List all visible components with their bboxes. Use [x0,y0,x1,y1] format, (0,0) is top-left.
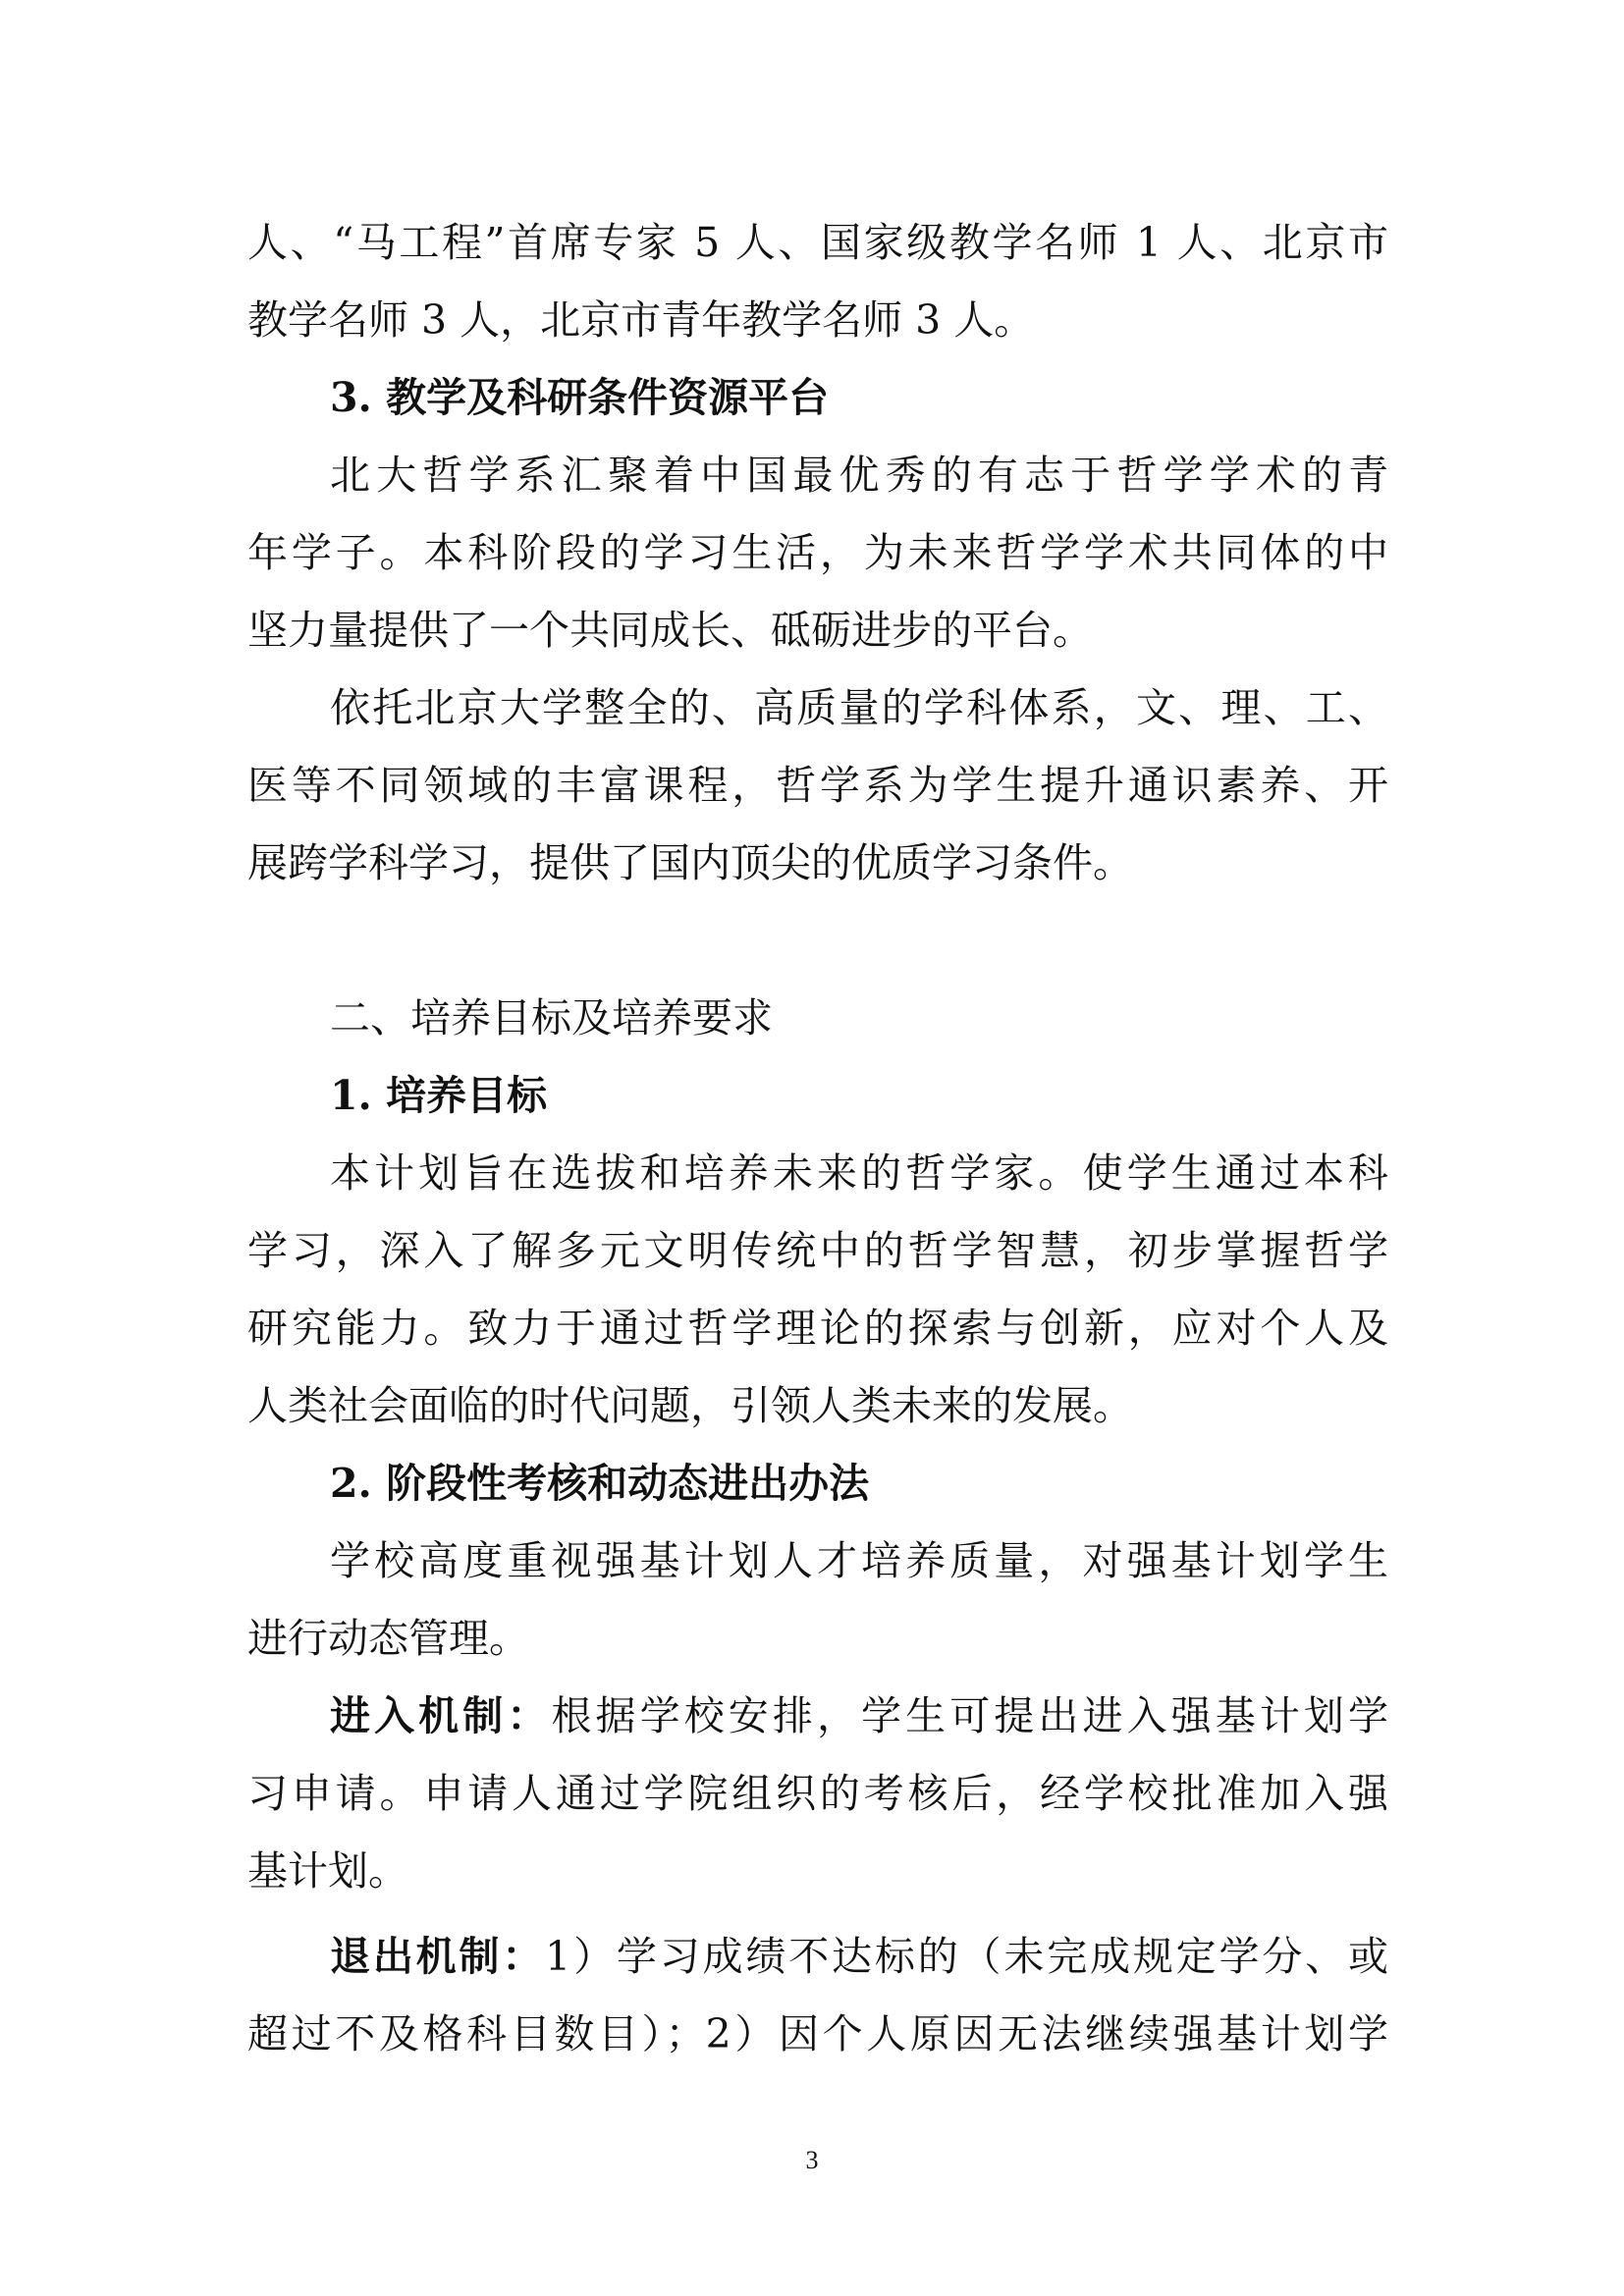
page-body [247,204,1388,2073]
page-number: 3 [805,2146,819,2174]
text-line: 坚力量提供了一个共同成长、砥砺进步的平台。 [247,607,1093,654]
text-line: 研究能力。致力于通过哲学理论的探索与创新，应对个人及 [247,1305,1388,1352]
text-line [247,1918,1388,1996]
paragraph-gap [247,1910,1388,1918]
exit-mechanism-label: 退出机制： [330,1933,546,1980]
text-line: 年学子。本科阶段的学习生活，为未来哲学学术共同体的中 [247,529,1388,576]
entry-mechanism-text: 根据学校安排，学生可提出进入强基计划学 [551,1692,1388,1739]
text-line: 本计划旨在选拔和培养未来的哲学家。使学生通过本科 [330,1149,1388,1197]
paragraph-discipline-system [247,669,1388,902]
paragraph-exit-mechanism [247,1918,1388,2073]
text-line: 人、“马工程”首席专家 5 人、国家级教学名师 1 人、北京市 [247,219,1388,266]
text-line: 基计划。 [247,1847,408,1895]
text-line: 展跨学科学习，提供了国内顶尖的优质学习条件。 [247,839,1133,886]
section-gap [247,902,1388,980]
paragraph-entry-mechanism [247,1678,1388,1910]
text-line: 医等不同领域的丰富课程，哲学系为学生提升通识素养、开 [247,762,1388,809]
text-line: 教学名师 3 人，北京市青年教学名师 3 人。 [247,296,1035,344]
text-line: 人类社会面临的时代问题，引领人类未来的发展。 [247,1382,1133,1429]
text-line: 北大哲学系汇聚着中国最优秀的有志于哲学学术的青 [330,452,1388,499]
text-line: 学习，深入了解多元文明传统中的哲学智慧，初步掌握哲学 [247,1227,1388,1274]
exit-mechanism-text: 1）学习成绩不达标的（未完成规定学分、或 [545,1933,1388,1980]
text-line: 超过不及格科目数目）；2）因个人原因无法继续强基计划学 [247,2010,1388,2057]
paragraph-faculty-continuation [247,204,1388,359]
section-heading-training-goals: 二、培养目标及培养要求 [330,994,773,1041]
subheading-training-goals: 1. 培养目标 [330,1072,548,1119]
text-line: 依托北京大学整全的、高质量的学科体系，文、理、工、 [330,684,1388,731]
text-line: 习申请。申请人通过学院组织的考核后，经学校批准加入强 [247,1770,1388,1817]
text-line [247,1678,1388,1755]
entry-mechanism-label: 进入机制： [330,1692,552,1739]
paragraph-goals [247,1135,1388,1445]
subheading-teaching-research-platform: 3. 教学及科研条件资源平台 [330,374,830,421]
subheading-assessment: 2. 阶段性考核和动态进出办法 [330,1460,870,1507]
paragraph-dynamic-management [247,1522,1388,1678]
text-line: 学校高度重视强基计划人才培养质量，对强基计划学生 [330,1537,1388,1584]
text-line: 进行动态管理。 [247,1615,529,1662]
paragraph-students [247,437,1388,669]
